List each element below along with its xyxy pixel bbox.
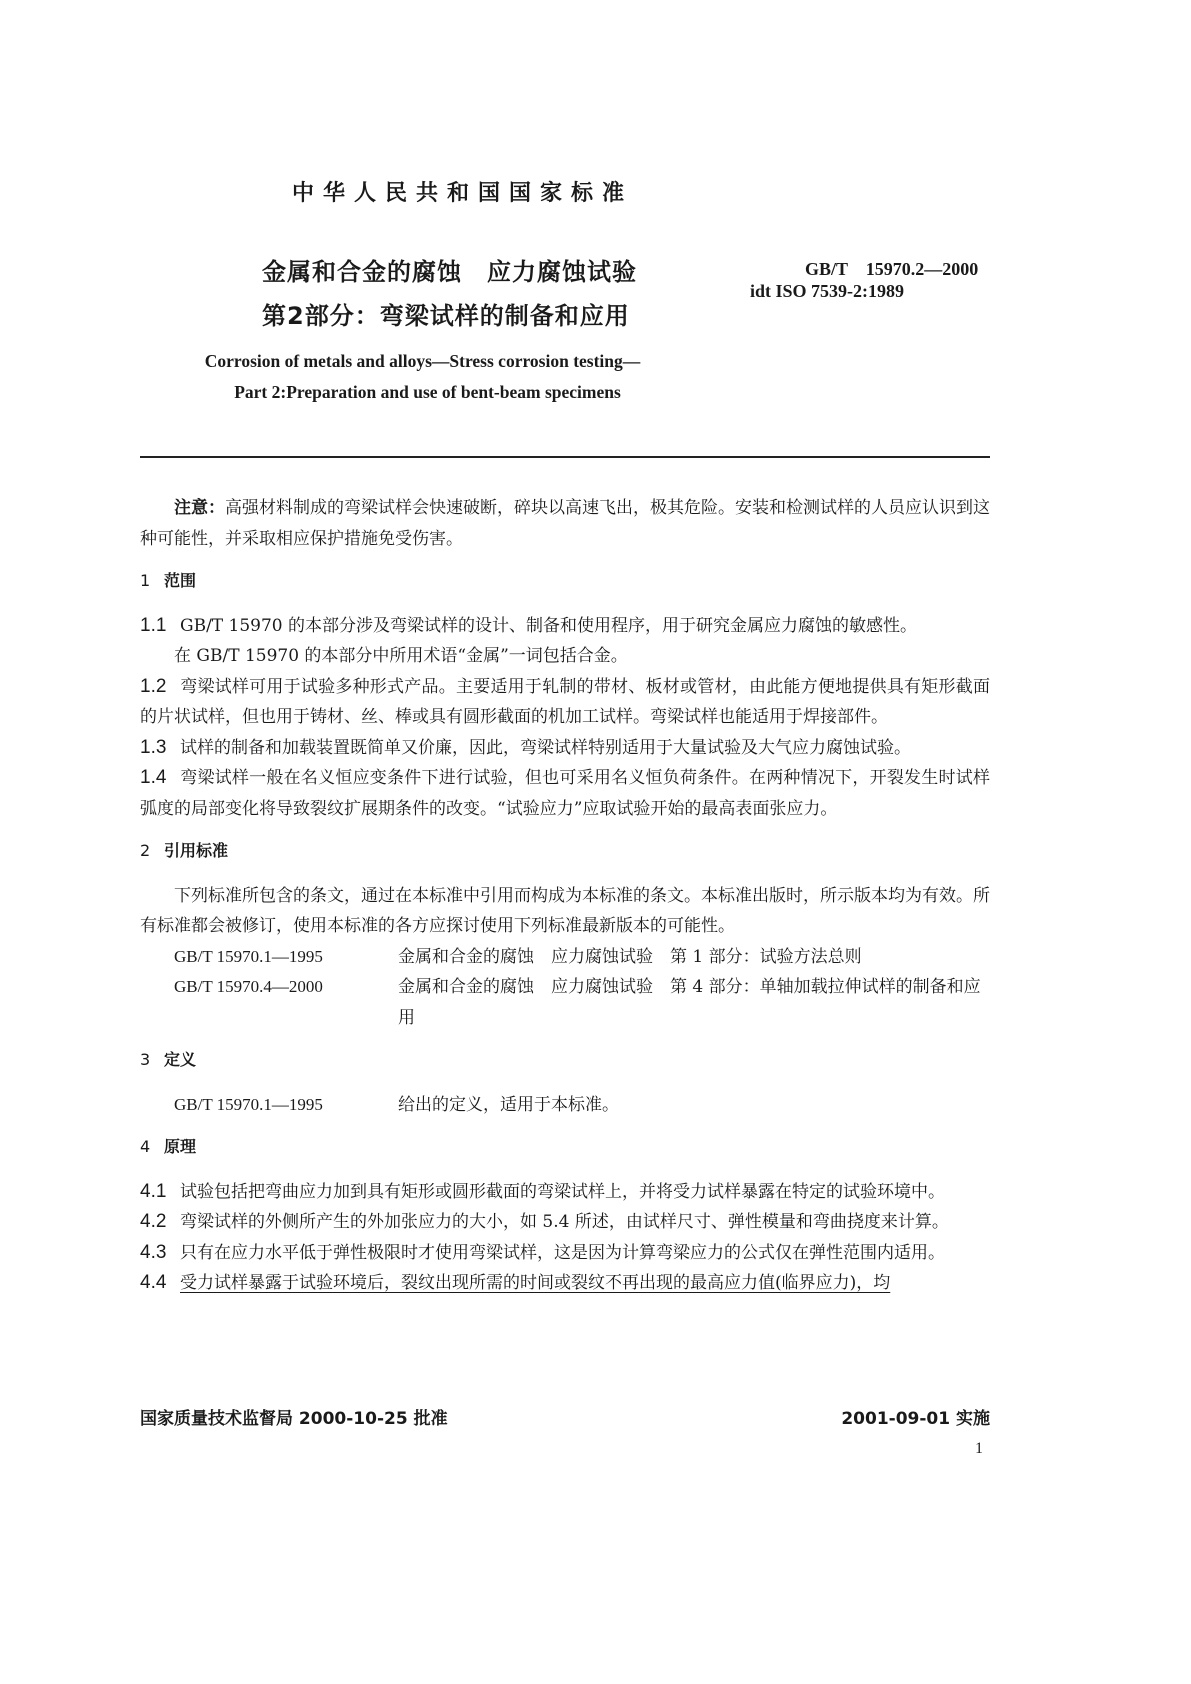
- page-footer: [140, 1404, 990, 1429]
- clause-number: 1.1: [140, 614, 167, 636]
- clause-4-4: [140, 1268, 990, 1299]
- reference-title: 金属和合金的腐蚀 应力腐蚀试验 第 4 部分：单轴加载拉伸试样的制备和应用: [398, 977, 981, 1028]
- section-number: 3: [140, 1050, 151, 1069]
- document-title-en: [0, 346, 845, 408]
- section-1-heading: [140, 566, 990, 597]
- clause-number: 4.3: [140, 1241, 167, 1263]
- clause-1-1-note: 在 GB/T 15970 的本部分中所用术语“金属”一词包括合金。: [174, 646, 628, 666]
- title-en-line2: Part 2:Preparation and use of bent-beam specimens: [234, 382, 621, 402]
- clause-text: 试验包括把弯曲应力加到具有矩形或圆形截面的弯梁试样上，并将受力试样暴露在特定的试验环境中。: [180, 1181, 945, 1202]
- reference-title: 金属和合金的腐蚀 应力腐蚀试验 第 1 部分：试验方法总则: [398, 946, 862, 967]
- clause-1-3: [140, 733, 990, 764]
- clause-number: 4.4: [140, 1272, 167, 1293]
- title-zh-line2: 第2部分：弯梁试样的制备和应用: [262, 302, 630, 330]
- reference-code: GB/T 15970.1—1995: [174, 946, 323, 966]
- national-standard-heading: 中华人民共和国国家标准: [292, 181, 634, 206]
- clause-4-3: [140, 1238, 990, 1269]
- section-title: 定义: [164, 1050, 197, 1069]
- approval-date: 国家质量技术监督局 2000-10-25 批准: [140, 1409, 448, 1429]
- section-title: 原理: [164, 1137, 197, 1156]
- definition-text: 给出的定义，适用于本标准。: [398, 1094, 619, 1115]
- implementation-date: 2001-09-01 实施: [841, 1409, 990, 1429]
- clause-number: 1.4: [140, 767, 167, 788]
- reference-item: [174, 972, 990, 1033]
- warning-note: [140, 493, 990, 554]
- reference-code: GB/T 15970.4—2000: [174, 977, 323, 996]
- section-3-heading: [140, 1045, 990, 1076]
- clause-4-1: [140, 1177, 990, 1208]
- clause-text: 弯梁试样可用于试验多种形式产品。主要适用于轧制的带材、板材或管材，由此能方便地提供具有矩形截面的片状试样，但也用于铸材、丝、棒或具有圆形截面的机加工试样。弯梁试样也能适用于焊接部件。: [140, 676, 990, 727]
- standard-code: [750, 258, 979, 302]
- clause-text: 弯梁试样一般在名义恒应变条件下进行试验，但也可采用名义恒负荷条件。在两种情况下，开裂发生时试样弧度的局部变化将导致裂纹扩展期条件的改变。“试验应力”应取试验开始的最高表面张应力。: [140, 768, 990, 819]
- note-label: 注意：: [174, 498, 225, 518]
- clause-number: 1.3: [140, 736, 167, 758]
- clause-4-2: [140, 1207, 990, 1238]
- clause-text: 只有在应力水平低于弹性极限时才使用弯梁试样，这是因为计算弯梁应力的公式仅在弹性范围内适用。: [180, 1242, 945, 1263]
- clause-text: 受力试样暴露于试验环境后，裂纹出现所需的时间或裂纹不再出现的最高应力值(临界应力)，均: [180, 1273, 891, 1293]
- standard-number: GB/T 15970.2—2000: [805, 259, 979, 279]
- page-number: 1: [975, 1440, 983, 1457]
- note-text: 高强材料制成的弯梁试样会快速破断，碎块以高速飞出，极其危险。安装和检测试样的人员应认识到这种可能性，并采取相应保护措施免受伤害。: [140, 498, 990, 549]
- section-number: 1: [140, 571, 151, 590]
- title-en-line1: Corrosion of metals and alloys—Stress corrosion testing—: [204, 351, 641, 371]
- reference-code: GB/T 15970.1—1995: [174, 1094, 323, 1114]
- title-zh-line1: 金属和合金的腐蚀 应力腐蚀试验: [262, 258, 637, 286]
- section-number: 2: [140, 841, 151, 860]
- document-title-zh: [262, 250, 637, 338]
- clause-number: 4.2: [140, 1211, 167, 1232]
- idt-reference: idt ISO 7539-2:1989: [750, 281, 905, 301]
- section-4-heading: [140, 1132, 990, 1163]
- clause-text: 试样的制备和加载装置既简单又价廉，因此，弯梁试样特别适用于大量试验及大气应力腐蚀试验。: [180, 737, 911, 758]
- clause-text: GB/T 15970 的本部分涉及弯梁试样的设计、制备和使用程序，用于研究金属应力腐蚀的敏感性。: [180, 615, 918, 636]
- section-2-text: 下列标准所包含的条文，通过在本标准中引用而构成为本标准的条文。本标准出版时，所示版本均为有效。所有标准都会被修订，使用本标准的各方应探讨使用下列标准最新版本的可能性。: [140, 885, 990, 936]
- document-body: [140, 493, 990, 1299]
- section-title: 引用标准: [164, 841, 229, 860]
- clause-text: 弯梁试样的外侧所产生的外加张应力的大小，如 5.4 所述，由试样尺寸、弹性模量和弯曲挠度来计算。: [180, 1212, 949, 1232]
- section-title: 范围: [164, 571, 197, 590]
- clause-1-2: [140, 672, 990, 733]
- clause-number: 4.1: [140, 1180, 167, 1202]
- clause-1-1: [140, 611, 990, 642]
- header-divider: [140, 456, 990, 458]
- clause-1-4: [140, 763, 990, 824]
- reference-item: [174, 942, 990, 973]
- clause-number: 1.2: [140, 675, 167, 697]
- section-2-heading: [140, 836, 990, 867]
- section-number: 4: [140, 1137, 151, 1156]
- definition-reference: [174, 1090, 990, 1121]
